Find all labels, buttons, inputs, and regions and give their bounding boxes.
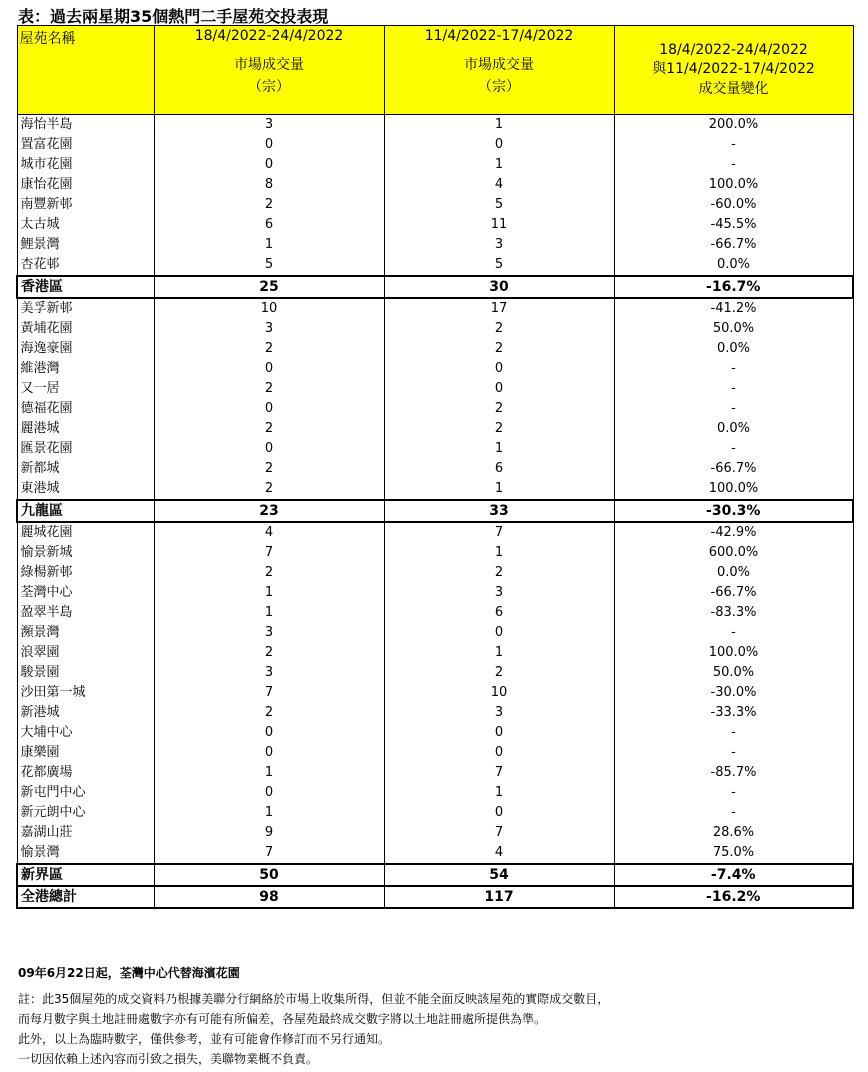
current-week-cell: 7	[154, 683, 384, 703]
table-row	[17, 563, 853, 583]
current-week-cell: 8	[154, 175, 384, 195]
change-cell: -	[614, 155, 853, 175]
current-week-cell: 0	[154, 783, 384, 803]
previous-week-cell: 2	[384, 339, 614, 359]
estate-name-cell: 新港城	[17, 703, 154, 723]
table-row	[17, 683, 853, 703]
previous-week-cell: 10	[384, 683, 614, 703]
previous-week-cell: 2	[384, 419, 614, 439]
current-week-cell: 1	[154, 803, 384, 823]
current-week-cell: 2	[154, 703, 384, 723]
estate-name-cell: 維港灣	[17, 359, 154, 379]
previous-week-cell: 0	[384, 359, 614, 379]
change-cell: -60.0%	[614, 195, 853, 215]
previous-week-cell: 4	[384, 175, 614, 195]
estate-name-cell: 美孚新邨	[17, 298, 154, 319]
table-row	[17, 255, 853, 276]
change-cell: -7.4%	[614, 864, 853, 886]
estate-name-cell: 鯉景灣	[17, 235, 154, 255]
previous-week-cell: 3	[384, 235, 614, 255]
total-row	[17, 886, 853, 908]
header-week-current-unit: （宗）	[248, 79, 290, 95]
current-week-cell: 98	[154, 886, 384, 908]
table-row	[17, 703, 853, 723]
table-row	[17, 195, 853, 215]
estate-name-cell: 麗港城	[17, 419, 154, 439]
table-row	[17, 359, 853, 379]
estate-name-cell: 新屯門中心	[17, 783, 154, 803]
previous-week-cell: 0	[384, 379, 614, 399]
current-week-cell: 2	[154, 643, 384, 663]
estate-name-cell: 盈翠半島	[17, 603, 154, 623]
estate-name-cell: 東港城	[17, 479, 154, 500]
change-cell: -	[614, 379, 853, 399]
table-row	[17, 399, 853, 419]
current-week-cell: 23	[154, 500, 384, 522]
change-cell: -66.7%	[614, 583, 853, 603]
header-week-current-label: 市場成交量	[234, 57, 304, 73]
change-cell: -30.0%	[614, 683, 853, 703]
previous-week-cell: 54	[384, 864, 614, 886]
estate-name-cell: 駿景園	[17, 663, 154, 683]
estate-name-cell: 南豐新邨	[17, 195, 154, 215]
previous-week-cell: 2	[384, 399, 614, 419]
change-cell: 0.0%	[614, 339, 853, 359]
previous-week-cell: 1	[384, 783, 614, 803]
current-week-cell: 1	[154, 603, 384, 623]
previous-week-cell: 7	[384, 522, 614, 543]
current-week-cell: 2	[154, 195, 384, 215]
subtotal-row	[17, 864, 853, 886]
estate-name-cell: 置富花園	[17, 135, 154, 155]
change-cell: 50.0%	[614, 663, 853, 683]
current-week-cell: 50	[154, 864, 384, 886]
table-row	[17, 543, 853, 563]
current-week-cell: 2	[154, 563, 384, 583]
current-week-cell: 2	[154, 419, 384, 439]
change-cell: 600.0%	[614, 543, 853, 563]
current-week-cell: 1	[154, 583, 384, 603]
table-row	[17, 419, 853, 439]
current-week-cell: 1	[154, 235, 384, 255]
table-row	[17, 479, 853, 500]
previous-week-cell: 1	[384, 643, 614, 663]
change-cell: -	[614, 359, 853, 379]
previous-week-cell: 1	[384, 155, 614, 175]
current-week-cell: 0	[154, 135, 384, 155]
previous-week-cell: 30	[384, 276, 614, 298]
table-row	[17, 743, 853, 763]
change-cell: -16.2%	[614, 886, 853, 908]
table-row	[17, 459, 853, 479]
current-week-cell: 0	[154, 155, 384, 175]
header-change-line2: 與11/4/2022-17/4/2022	[652, 61, 815, 77]
current-week-cell: 0	[154, 359, 384, 379]
previous-week-cell: 11	[384, 215, 614, 235]
change-cell: -	[614, 783, 853, 803]
current-week-cell: 10	[154, 298, 384, 319]
change-cell: -	[614, 399, 853, 419]
footnote-line: 一切因依賴上述內容而引致之損失，美聯物業概不負責。	[18, 1052, 319, 1066]
current-week-cell: 3	[154, 623, 384, 643]
previous-week-cell: 2	[384, 319, 614, 339]
estate-name-cell: 新元朗中心	[17, 803, 154, 823]
previous-week-cell: 1	[384, 543, 614, 563]
current-week-cell: 9	[154, 823, 384, 843]
estate-name-cell: 沙田第一城	[17, 683, 154, 703]
current-week-cell: 3	[154, 319, 384, 339]
estate-name-cell: 新界區	[17, 864, 154, 886]
change-cell: -	[614, 743, 853, 763]
change-cell: -33.3%	[614, 703, 853, 723]
estate-name-cell: 九龍區	[17, 500, 154, 522]
estate-name-cell: 花都廣場	[17, 763, 154, 783]
table-row	[17, 823, 853, 843]
header-change-line3: 成交量變化	[698, 81, 769, 97]
table-row	[17, 155, 853, 175]
estate-name-cell: 愉景新城	[17, 543, 154, 563]
previous-week-cell: 0	[384, 135, 614, 155]
previous-week-cell: 7	[384, 763, 614, 783]
previous-week-cell: 4	[384, 843, 614, 864]
table-row	[17, 663, 853, 683]
change-cell: -41.2%	[614, 298, 853, 319]
estate-name-cell: 大埔中心	[17, 723, 154, 743]
estate-name-cell: 浪翠園	[17, 643, 154, 663]
current-week-cell: 6	[154, 215, 384, 235]
table-row	[17, 603, 853, 623]
previous-week-cell: 3	[384, 703, 614, 723]
header-estate-name: 屋苑名稱	[17, 26, 154, 115]
change-cell: 0.0%	[614, 255, 853, 276]
current-week-cell: 0	[154, 439, 384, 459]
previous-week-cell: 0	[384, 743, 614, 763]
table-row	[17, 235, 853, 255]
estate-name-cell: 海逸豪園	[17, 339, 154, 359]
table-row	[17, 319, 853, 339]
header-week-previous	[384, 26, 614, 115]
table-row	[17, 723, 853, 743]
change-cell: -85.7%	[614, 763, 853, 783]
header-week-current	[154, 26, 384, 115]
change-cell: 100.0%	[614, 175, 853, 195]
header-week-previous-label: 市場成交量	[464, 57, 534, 73]
change-cell: 75.0%	[614, 843, 853, 864]
change-cell: -30.3%	[614, 500, 853, 522]
table-row	[17, 298, 853, 319]
current-week-cell: 3	[154, 663, 384, 683]
header-week-previous-dates: 11/4/2022-17/4/2022	[424, 28, 574, 44]
estate-name-cell: 杏花邨	[17, 255, 154, 276]
footnotes	[18, 964, 858, 1069]
table-row	[17, 623, 853, 643]
estate-name-cell: 香港區	[17, 276, 154, 298]
estate-name-cell: 匯景花園	[17, 439, 154, 459]
footnote-line: 而每月數字與土地註冊處數字亦有可能有所偏差，各屋苑最終成交數字將以土地註冊處所提供為準。	[18, 1012, 547, 1026]
change-cell: -66.7%	[614, 235, 853, 255]
change-cell: 0.0%	[614, 419, 853, 439]
header-change-line1: 18/4/2022-24/4/2022	[659, 42, 808, 58]
current-week-cell: 2	[154, 459, 384, 479]
table-row	[17, 115, 853, 136]
table-row	[17, 643, 853, 663]
change-cell: 28.6%	[614, 823, 853, 843]
previous-week-cell: 0	[384, 723, 614, 743]
footnote-line: 此外，以上為臨時數字，僅供參考，並有可能會作修訂而不另行通知。	[18, 1032, 391, 1046]
table-row	[17, 439, 853, 459]
transactions-table	[16, 25, 854, 909]
estate-name-cell: 嘉湖山莊	[17, 823, 154, 843]
estate-name-cell: 康怡花園	[17, 175, 154, 195]
current-week-cell: 0	[154, 743, 384, 763]
change-cell: 100.0%	[614, 479, 853, 500]
change-cell: -	[614, 623, 853, 643]
table-row	[17, 843, 853, 864]
estate-name-cell: 康樂園	[17, 743, 154, 763]
change-cell: -16.7%	[614, 276, 853, 298]
change-cell: 50.0%	[614, 319, 853, 339]
subtotal-row	[17, 500, 853, 522]
change-cell: 200.0%	[614, 115, 853, 136]
estate-name-cell: 又一居	[17, 379, 154, 399]
estate-name-cell: 太古城	[17, 215, 154, 235]
change-cell: 100.0%	[614, 643, 853, 663]
current-week-cell: 3	[154, 115, 384, 136]
header-change	[614, 26, 853, 115]
table-row	[17, 803, 853, 823]
current-week-cell: 25	[154, 276, 384, 298]
previous-week-cell: 1	[384, 115, 614, 136]
previous-week-cell: 2	[384, 663, 614, 683]
table-row	[17, 135, 853, 155]
previous-week-cell: 2	[384, 563, 614, 583]
estate-name-cell: 德福花園	[17, 399, 154, 419]
table-row	[17, 522, 853, 543]
previous-week-cell: 0	[384, 803, 614, 823]
previous-week-cell: 3	[384, 583, 614, 603]
table-row	[17, 379, 853, 399]
change-cell: -	[614, 723, 853, 743]
footnote-heading: 09年6月22日起，荃灣中心代替海濱花園	[18, 966, 240, 980]
table-row	[17, 763, 853, 783]
current-week-cell: 2	[154, 339, 384, 359]
estate-name-cell: 全港總計	[17, 886, 154, 908]
previous-week-cell: 6	[384, 603, 614, 623]
header-week-current-dates: 18/4/2022-24/4/2022	[194, 28, 344, 44]
change-cell: -83.3%	[614, 603, 853, 623]
table-row	[17, 215, 853, 235]
change-cell: -	[614, 803, 853, 823]
current-week-cell: 2	[154, 379, 384, 399]
estate-name-cell: 黃埔花園	[17, 319, 154, 339]
table-title: 表：過去兩星期35個熱門二手屋苑交投表現	[18, 7, 329, 26]
current-week-cell: 7	[154, 543, 384, 563]
table-row	[17, 339, 853, 359]
estate-name-cell: 城市花園	[17, 155, 154, 175]
table-row	[17, 583, 853, 603]
estate-name-cell: 瀕景灣	[17, 623, 154, 643]
current-week-cell: 7	[154, 843, 384, 864]
previous-week-cell: 5	[384, 195, 614, 215]
previous-week-cell: 5	[384, 255, 614, 276]
estate-name-cell: 綠楊新邨	[17, 563, 154, 583]
estate-name-cell: 海怡半島	[17, 115, 154, 136]
current-week-cell: 5	[154, 255, 384, 276]
change-cell: -45.5%	[614, 215, 853, 235]
previous-week-cell: 1	[384, 439, 614, 459]
footnote-line: 註：此35個屋苑的成交資料乃根據美聯分行網絡於市場上收集所得，但並不能全面反映該屋苑的實際成交數目，	[18, 992, 610, 1006]
estate-name-cell: 愉景灣	[17, 843, 154, 864]
current-week-cell: 1	[154, 763, 384, 783]
change-cell: -66.7%	[614, 459, 853, 479]
previous-week-cell: 1	[384, 479, 614, 500]
subtotal-row	[17, 276, 853, 298]
estate-name-cell: 荃灣中心	[17, 583, 154, 603]
current-week-cell: 0	[154, 723, 384, 743]
change-cell: -	[614, 439, 853, 459]
previous-week-cell: 33	[384, 500, 614, 522]
current-week-cell: 0	[154, 399, 384, 419]
previous-week-cell: 117	[384, 886, 614, 908]
current-week-cell: 4	[154, 522, 384, 543]
previous-week-cell: 17	[384, 298, 614, 319]
header-week-previous-unit: （宗）	[478, 79, 520, 95]
estate-name-cell: 麗城花園	[17, 522, 154, 543]
table-body	[17, 115, 853, 909]
current-week-cell: 2	[154, 479, 384, 500]
table-row	[17, 175, 853, 195]
estate-name-cell: 新都城	[17, 459, 154, 479]
previous-week-cell: 6	[384, 459, 614, 479]
header-row	[17, 26, 853, 115]
change-cell: 0.0%	[614, 563, 853, 583]
change-cell: -	[614, 135, 853, 155]
table-row	[17, 783, 853, 803]
previous-week-cell: 0	[384, 623, 614, 643]
previous-week-cell: 7	[384, 823, 614, 843]
change-cell: -42.9%	[614, 522, 853, 543]
